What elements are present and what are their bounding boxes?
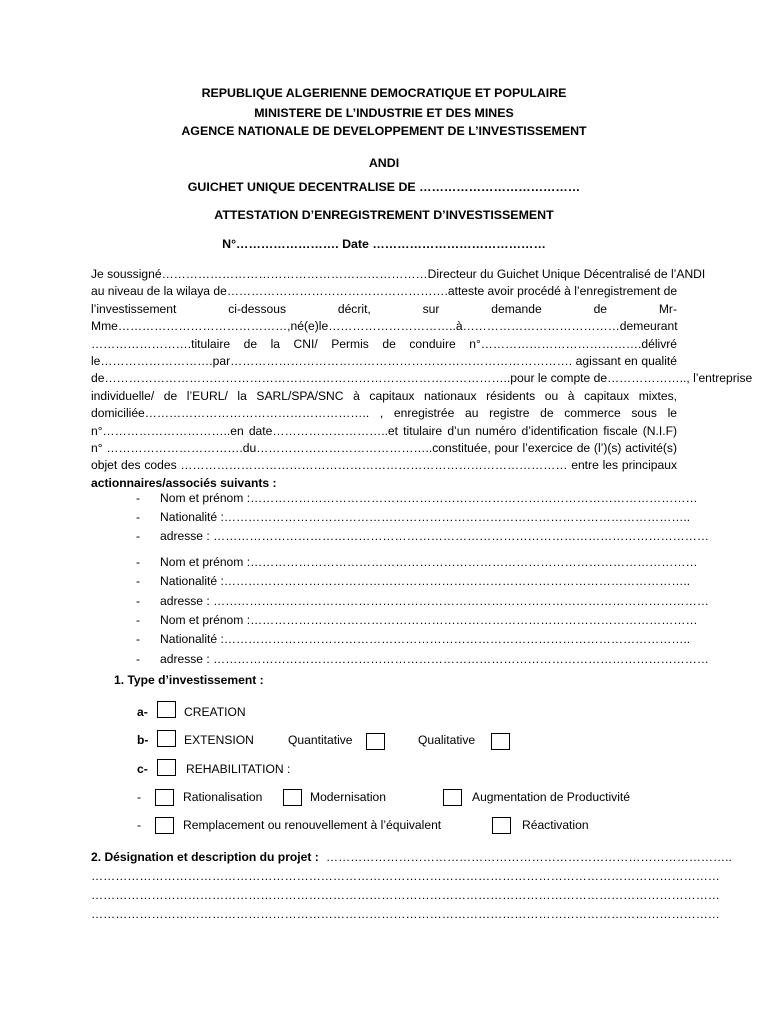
extension-checkbox[interactable] xyxy=(157,730,176,747)
dash: - xyxy=(137,790,142,804)
document-title: ATTESTATION D’ENREGISTREMENT D’INVESTISSEMENT xyxy=(214,208,554,222)
augmentation-label: Augmentation de Productivité xyxy=(472,790,630,804)
dash: - xyxy=(136,652,141,666)
section-1-title: 1. Type d’investissement : xyxy=(114,673,264,687)
option-b-label: b- xyxy=(137,733,149,747)
dash: - xyxy=(136,529,141,543)
paragraph-line: …………………….titulaire de la CNI/ Permis de conduire n°………………………………….délivré xyxy=(91,336,677,351)
header-acronym: ANDI xyxy=(368,156,400,170)
dash: - xyxy=(136,594,141,608)
description-line: ………………………………………………………………………………………………………………………………………… xyxy=(91,888,720,902)
remplacement-label: Remplacement ou renouvellement à l’équivalent xyxy=(183,818,442,832)
quantitative-checkbox[interactable] xyxy=(366,733,385,750)
header-agency: AGENCE NATIONALE DE DEVELOPPEMENT DE L’INVESTISSEMENT xyxy=(181,124,587,138)
modernisation-checkbox[interactable] xyxy=(283,789,302,806)
paragraph-line: au niveau de la wilaya de……………………………………………….atteste avoir procédé à l’enregistrement de xyxy=(91,284,678,299)
header-guichet: GUICHET UNIQUE DECENTRALISE DE ………………………………… xyxy=(187,180,581,194)
paragraph-line: domiciliée……………………………………………….. , enregistrée au registre de commerce sous le xyxy=(91,406,677,421)
associate-nationality-field: Nationalité :…………………………………………………………………………………………………….. xyxy=(160,574,691,588)
dash: - xyxy=(137,818,142,832)
dash: - xyxy=(136,613,141,627)
extension-label: EXTENSION xyxy=(184,733,254,747)
rehabilitation-label: REHABILITATION : xyxy=(186,762,291,776)
option-c-label: c- xyxy=(137,762,148,776)
associate-address-field: adresse : …………………………………………………………………………………………………………… xyxy=(160,594,709,608)
associate-nationality-field: Nationalité :…………………………………………………………………………………………………….. xyxy=(160,510,691,524)
dash: - xyxy=(136,574,141,588)
rationalisation-label: Rationalisation xyxy=(183,790,263,804)
paragraph-line: l’investissement ci-dessous décrit, sur demande de Mr- xyxy=(91,301,677,316)
paragraph-line: Je soussigné…………………………………………………………Directeur du Guichet Unique Décentralisé de l’ANDI xyxy=(91,267,706,281)
associate-name-field: Nom et prénom :………………………………………………………………………………………………… xyxy=(160,491,698,505)
creation-label: CREATION xyxy=(184,705,246,719)
qualitative-label: Qualitative xyxy=(418,733,476,747)
reactivation-label: Réactivation xyxy=(522,818,589,832)
paragraph-line: Mme……………………………………,né(e)le…………………………..à…………………………………demeurant xyxy=(91,319,678,334)
attestation-paragraph xyxy=(91,266,753,492)
paragraph-line: de………………………………………………………………………………………..pour le compte de……………….., l’entreprise xyxy=(91,371,753,386)
section-2-title: 2. Désignation et description du projet : xyxy=(91,850,319,864)
section-2-title-dots: ……………………………………………………………………………………….. xyxy=(326,850,732,864)
paragraph-line: objet des codes …………………………………………………………………………………… entre les principaux xyxy=(91,458,677,473)
qualitative-checkbox[interactable] xyxy=(491,733,510,750)
number-date-line: N°……………………. Date …………………………………… xyxy=(222,237,546,251)
rehabilitation-checkbox[interactable] xyxy=(157,759,176,776)
description-line: ………………………………………………………………………………………………………………………………………… xyxy=(91,869,720,883)
paragraph-line: individuelle/ de l’EURL/ la SARL/SPA/SNC à capitaux nationaux résidents ou à capitaux mixtes, xyxy=(91,388,677,403)
paragraph-last-line: actionnaires/associés suivants : xyxy=(91,475,277,490)
rationalisation-checkbox[interactable] xyxy=(155,789,174,806)
dash: - xyxy=(136,491,141,505)
quantitative-label: Quantitative xyxy=(288,733,353,747)
dash: - xyxy=(136,632,141,646)
associate-name-field: Nom et prénom :………………………………………………………………………………………………… xyxy=(160,613,698,627)
paragraph-line: n°…………………………..en date………………………..et titulaire d’un numéro d’identification fiscale (N.I.F) xyxy=(91,423,677,438)
paragraph-line: le……………………….par…………………………………………………………………………. agissant en qualité xyxy=(91,353,677,368)
header-ministry: MINISTERE DE L’INDUSTRIE ET DES MINES xyxy=(254,106,514,120)
remplacement-checkbox[interactable] xyxy=(155,817,174,834)
paragraph-line: n° …………………………….du……………………………………..constituée, pour l’exercice de (l’)(s) activité(s) xyxy=(91,440,677,455)
dash: - xyxy=(136,555,141,569)
creation-checkbox[interactable] xyxy=(157,701,176,718)
augmentation-checkbox[interactable] xyxy=(443,789,462,806)
dash: - xyxy=(136,510,141,524)
option-a-label: a- xyxy=(137,705,148,719)
associate-address-field: adresse : …………………………………………………………………………………………………………… xyxy=(160,652,709,666)
associate-nationality-field: Nationalité :…………………………………………………………………………………………………….. xyxy=(160,632,691,646)
reactivation-checkbox[interactable] xyxy=(492,817,511,834)
associate-name-field: Nom et prénom :………………………………………………………………………………………………… xyxy=(160,555,698,569)
header-republic: REPUBLIQUE ALGERIENNE DEMOCRATIQUE ET POPULAIRE xyxy=(201,86,567,100)
description-line: ………………………………………………………………………………………………………………………………………… xyxy=(91,907,720,921)
modernisation-label: Modernisation xyxy=(310,790,386,804)
associate-address-field: adresse : …………………………………………………………………………………………………………… xyxy=(160,529,709,543)
